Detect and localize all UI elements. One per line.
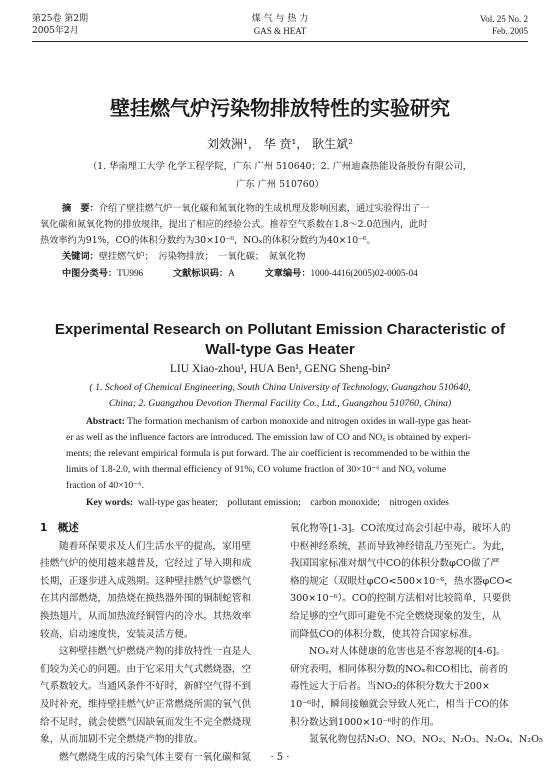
cn-abstract-label: 摘 要： xyxy=(62,203,99,214)
cn-artno-value: 1000-4416(2005)02-0005-04 xyxy=(310,268,418,278)
journal-volume-cn: 第25卷 第2期 xyxy=(32,14,89,24)
body-line: 氧化物等[1-3]。CO浓度过高会引起中毒，破坏人的 xyxy=(290,523,511,534)
cn-doccode-value: A xyxy=(228,268,235,278)
body-left-column xyxy=(40,520,272,766)
en-abstract-line-3: ments; the relevant empirical formula is put forward. The air coefficient is recommended to be within the xyxy=(66,448,470,459)
journal-name-cn: 煤 气 与 热 力 xyxy=(251,14,309,24)
body-line: 研究表明，相同体积分数的NOₓ和CO相比，前者的 xyxy=(290,663,508,675)
cn-class-label: 中图分类号： xyxy=(62,268,118,279)
cn-affiliation-1: （1. 华南理工大学 化学工程学院，广东 广州 510640；2. 广州迪森热能设备股份有限公司， xyxy=(87,161,473,172)
cn-artno-label: 文章编号： xyxy=(264,268,311,279)
body-line: 较高，启动速度快，安装灵活方便。 xyxy=(40,628,194,640)
body-line: 给不足时，就会使燃气因缺氧而发生不完全燃烧现 xyxy=(40,716,252,728)
cn-abstract-line-3: 热效率约为91%，CO的体积分数约为30×10⁻⁶，NOₓ的体积分数约为40×10⁻⁶。 xyxy=(40,235,376,246)
body-line: 我国国家标准对烟气中CO的体积分数φCO做了严 xyxy=(290,558,500,570)
cn-affiliation-2: 广东 广州 510760） xyxy=(236,179,324,190)
cn-keywords-text: 壁挂燃气炉； 污染物排放； 一氧化碳； 氮氧化物 xyxy=(98,251,306,262)
cn-authors: 刘效洲¹， 华 贲¹， 耿生斌² xyxy=(207,137,353,151)
journal-volume-en: Vol. 25 No. 2 xyxy=(479,14,528,24)
body-right-column xyxy=(290,520,543,749)
en-keywords xyxy=(86,497,449,509)
en-abstract-line-1 xyxy=(86,416,471,428)
en-abstract-line-4: limits of 1.8-2.0, with thermal efficiency of 91%, CO volume fraction of 30×10⁻⁶ and NOₓ volume xyxy=(66,464,447,475)
cn-classification xyxy=(62,267,418,280)
en-abstract-line-5: fraction of 40×10⁻⁶. xyxy=(66,480,145,491)
body-line: 象，从而加剧不完全燃烧产物的排放。 xyxy=(40,734,204,746)
journal-name-en: GAS & HEAT xyxy=(253,26,307,36)
cn-class-value: TU996 xyxy=(117,268,144,278)
en-abstract-label: Abstract: xyxy=(86,416,125,427)
cn-abstract-text-1: 介绍了壁挂燃气炉一氧化碳和氮氧化物的生成机理及影响因素，通过实验得出了一 xyxy=(98,203,430,214)
body-line: 们较为关心的问题。由于它采用大气式燃烧器，空 xyxy=(40,663,252,675)
right-column-text xyxy=(290,520,543,749)
body-line: 10⁻⁶时，瞬间接触就会导致人死亡，相当于CO的体 xyxy=(290,698,509,710)
cn-abstract-line-1 xyxy=(62,203,430,215)
body-line: 在其内部燃烧，加热烧在换热器外围的铜制蛇管和 xyxy=(40,593,252,605)
cn-keywords xyxy=(62,251,305,263)
cn-doccode-label: 文献标识码： xyxy=(173,268,229,279)
body-line: 燃气燃烧生成的污染气体主要有一氧化碳和氮 xyxy=(59,751,251,763)
body-line: 气系数较大。当通风条件不好时，新鲜空气得不到 xyxy=(40,681,252,693)
journal-date-cn: 2005年2月 xyxy=(32,26,79,36)
body-line: 挂燃气炉的使用越来越普及，它经过了导入期和成 xyxy=(40,558,252,570)
en-affiliation-2: China; 2. Guangzhou Devotion Thermal Facility Co., Ltd., Guangzhou 510760, China) xyxy=(108,398,452,409)
body-line: 这种壁挂燃气炉燃烧产物的排放特性一直是人 xyxy=(59,646,251,658)
cn-keywords-label: 关键词： xyxy=(62,251,99,262)
cn-title: 壁挂燃气炉污染物排放特性的实验研究 xyxy=(110,96,450,120)
body-line: 中枢神经系统，甚而导致神经错乱乃至死亡。为此， xyxy=(290,540,511,552)
body-line: 及时补充，维持壁挂燃气炉正常燃烧所需的氧气供 xyxy=(40,698,252,710)
header-rule xyxy=(32,41,528,42)
cn-abstract-line-2: 氧化碳和氮氧化物的排放规律，提出了相应的经验公式。推荐空气系数在1.8～2.0范围内，此时 xyxy=(40,219,428,230)
body-line: 格的规定（双眼灶φCO<500×10⁻⁶，热水器φCO< xyxy=(290,575,513,587)
body-line: 而降低CO的体积分数，使其符合国家标准。 xyxy=(290,628,478,640)
body-line: 随着环保要求及人们生活水平的提高，家用壁 xyxy=(59,540,251,552)
body-line: 换热翅片，从而加热流经铜管内的冷水。其热效率 xyxy=(40,610,252,622)
body-line: 毒性远大于后者。当NO₂的体积分数大于200× xyxy=(290,681,490,693)
body-line: 积分数达到1000×10⁻⁶时的作用。 xyxy=(290,716,440,728)
en-keywords-text: wall-type gas heater; pollutant emission; carbon monoxide; nitrogen oxides xyxy=(137,497,449,508)
section-heading: 1 概述 xyxy=(40,522,79,534)
en-authors: LIU Xiao-zhou¹, HUA Ben¹, GENG Sheng-bin² xyxy=(169,363,391,375)
en-abstract-text-1: The formation mechanism of carbon monoxide and nitrogen oxides in wall-type gas heat- xyxy=(127,416,472,427)
body-line: 长期，正逐步进入成熟期。这种壁挂燃气炉靠燃气 xyxy=(40,575,252,587)
en-title-line-1: Experimental Research on Pollutant Emission Characteristic of xyxy=(54,321,506,338)
en-keywords-label: Key words: xyxy=(86,497,134,508)
body-line: NOₓ对人体健康的危害也是不容忽视的[4-6]。 xyxy=(309,646,506,658)
en-abstract-line-2: er as well as the influence factors are introduced. The emission law of CO and NOₓ is obtained by experi- xyxy=(66,432,471,443)
left-column-text xyxy=(40,538,272,767)
journal-date-en: Feb. 2005 xyxy=(492,26,528,36)
page-number: · 5 · xyxy=(270,752,290,763)
en-title-line-2: Wall-type Gas Heater xyxy=(205,341,355,358)
body-line: 给足够的空气即可避免不完全燃烧现象的发生，从 xyxy=(290,610,502,622)
body-line: 氮氧化物包括N₂O、NO、NO₂、N₂O₃、N₂O₄、N₂O₅ xyxy=(309,734,543,746)
body-line: 300×10⁻⁶）。CO的控制方法相对比较简单，只要供 xyxy=(290,593,511,605)
en-affiliation-1: ( 1. School of Chemical Engineering, South China University of Technology, Guangzhou 510640, xyxy=(89,382,471,393)
